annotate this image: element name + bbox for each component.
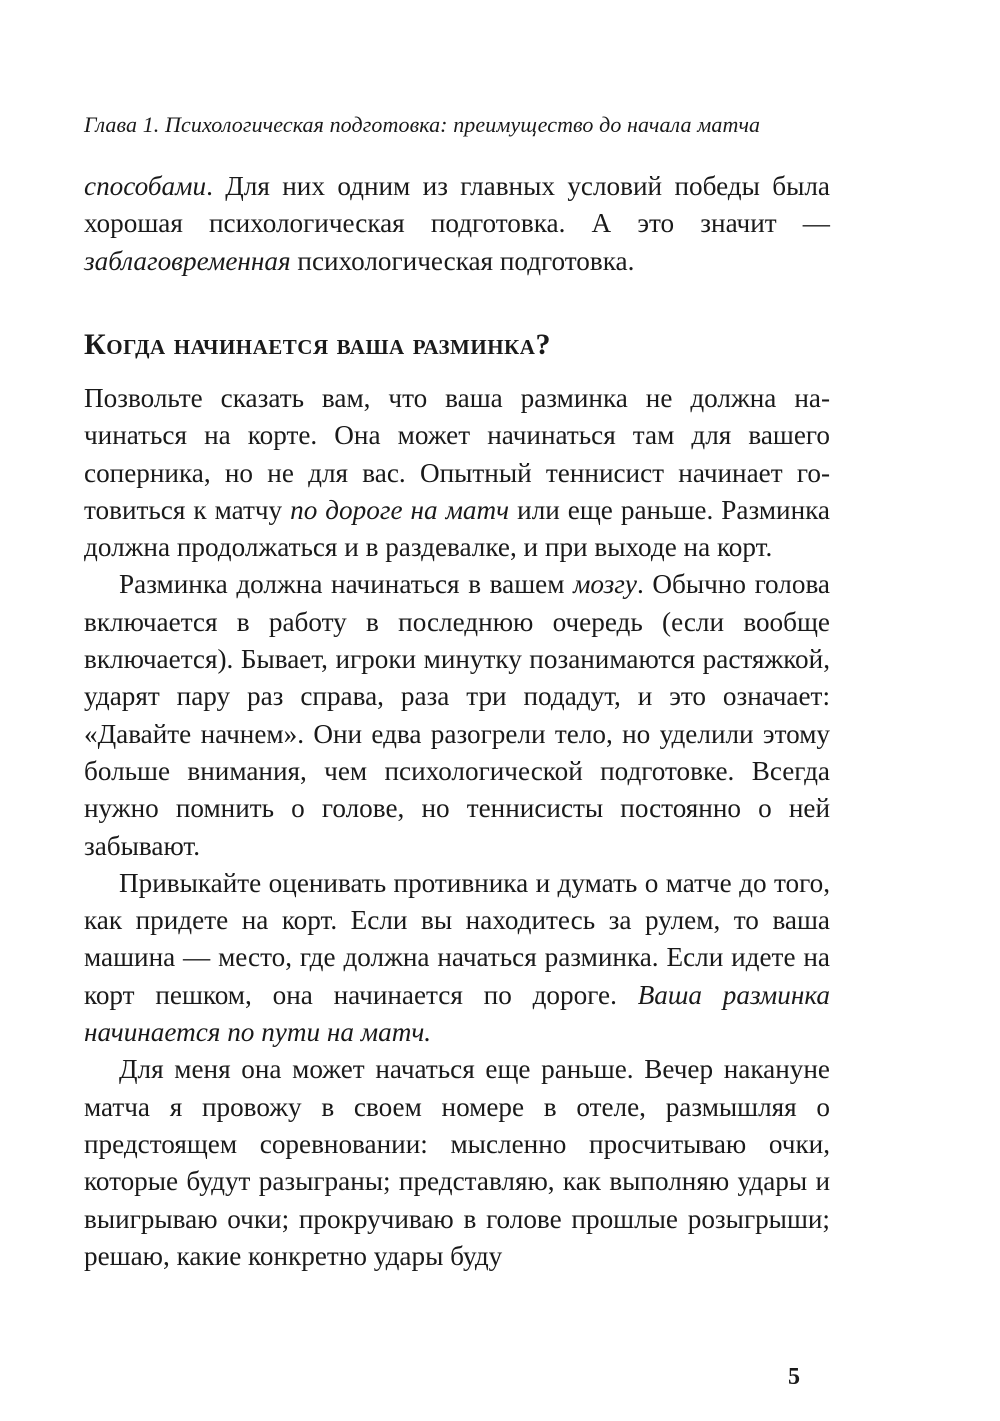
main-text-block [84,380,830,1275]
page-number: 5 [788,1364,800,1390]
paragraph-3 [84,865,830,1051]
p1-text-1: Позвольте сказать вам, что ваша разминка не должна начинаться на корте. Она может начинаться там для вашего соперника, но не для вас. Опытный теннисист начинает готовиться к матчу [84,383,830,525]
p3-italic: Ваша разминка начинается по пути на матч. [84,979,830,1048]
intro-text-1: . Для них одним из главных условий победы была хорошая психологическая подготовка. А это значит — [84,171,830,239]
intro-italic-start: способами [84,171,207,201]
p1-text-2: или еще раньше. Разминка должна продолжаться и в раздевалке, и при выходе на корт. [84,494,830,563]
running-head: Глава 1. Психологическая подготовка: преимущество до начала матча [84,112,761,137]
intro-block [84,168,830,280]
p2-text-2: . Обычно голова включается в работу в последнюю очередь (если вообще включается). Бывает, игроки минутку позанимаются растяжкой, ударят пару раз справа, раза три подадут, и это означает: «Давайте начнем». Они едва разогрели тело, но уделили этому больше внимания, чем психологической подготовке. Всегда нужно помнить о голове, но теннисисты постоянно о ней забывают. [84,569,831,861]
paragraph-2 [84,566,830,864]
p2-text-1: Разминка должна начинаться в вашем [119,569,574,600]
section-heading: Когда начинается ваша разминка? [84,328,551,361]
paragraph-4 [84,1051,830,1275]
p3-text-1: Привыкайте оценивать противника и думать о матче до того, как придете на корт. Если вы находитесь за рулем, то ваша машина — место, где должна начаться разминка. Если идете на корт пешком, она начинается по дороге. [84,867,830,1010]
intro-paragraph [84,168,830,280]
p1-italic: по дороге на матч [290,494,510,525]
intro-text-2: психологическая подготовка. [290,245,635,276]
paragraph-1 [84,380,830,566]
intro-italic-mid: заблаговременная [84,245,291,276]
p2-italic: мозгу [573,569,637,600]
p4-text: Для меня она может начаться еще раньше. Вечер накануне матча я провожу в своем номере в отеле, размышляя о предстоящем соревновании: мысленно просчитываю очки, которые будут разыграны; представляю, как выполняю удары и выигрываю очки; прокручиваю в голове прошлые розыгрыши; решаю, какие конкретно удары буду [84,1054,830,1271]
